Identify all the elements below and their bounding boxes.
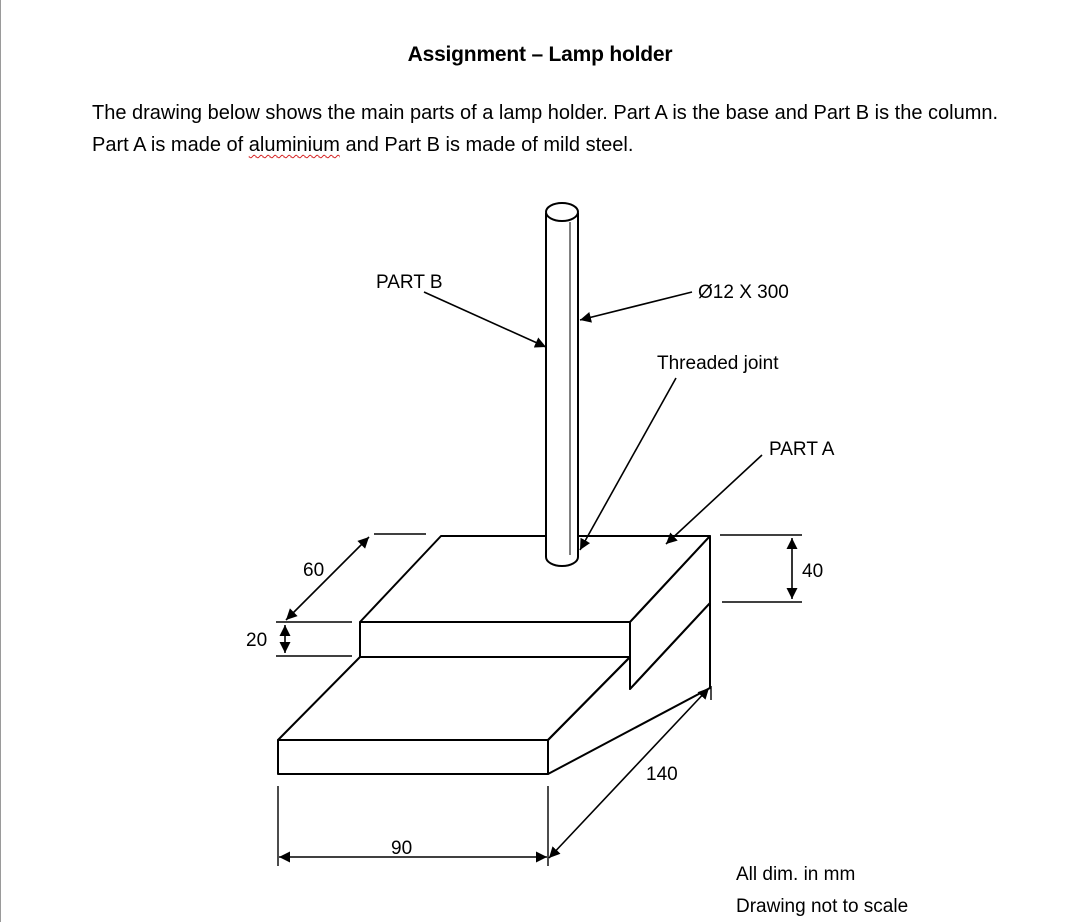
- note-scale: Drawing not to scale: [736, 896, 909, 917]
- label-part-a: PART A: [769, 439, 835, 460]
- label-part-b: PART B: [376, 272, 443, 293]
- note-units: All dim. in mm: [736, 864, 856, 885]
- leader-rod-spec: [580, 292, 692, 320]
- page-title: Assignment – Lamp holder: [407, 43, 673, 66]
- label-rod-spec: Ø12 X 300: [698, 282, 789, 303]
- base-upper-front-face: [360, 622, 630, 657]
- base-upper-top-face: [360, 536, 710, 622]
- dim-value-depth: 60: [303, 560, 325, 581]
- intro-line-2-end: and Part B is made of mild steel.: [339, 134, 634, 156]
- base-lower-front-face: [278, 740, 548, 774]
- dim-line-depth: [286, 537, 369, 620]
- intro-line-1: The drawing below shows the main parts of a lamp holder. Part A is the base and Part B is the column.: [92, 102, 999, 124]
- dim-value-step-height: 20: [246, 630, 268, 651]
- base-lower-top-face: [278, 657, 630, 740]
- leader-part-b: [424, 292, 546, 347]
- intro-line-2-start: Part A is made of: [92, 134, 249, 156]
- dim-value-upper-height: 40: [802, 561, 824, 582]
- column-body: [546, 214, 578, 566]
- leader-threaded-joint: [580, 378, 676, 550]
- dim-value-width: 90: [391, 838, 413, 859]
- base-right-side-face: [630, 536, 710, 689]
- misspelled-word: aluminium: [248, 134, 340, 156]
- leader-part-a: [666, 455, 762, 544]
- column-top-end: [546, 203, 578, 221]
- dim-value-length: 140: [646, 764, 678, 785]
- label-threaded-joint: Threaded joint: [657, 353, 779, 374]
